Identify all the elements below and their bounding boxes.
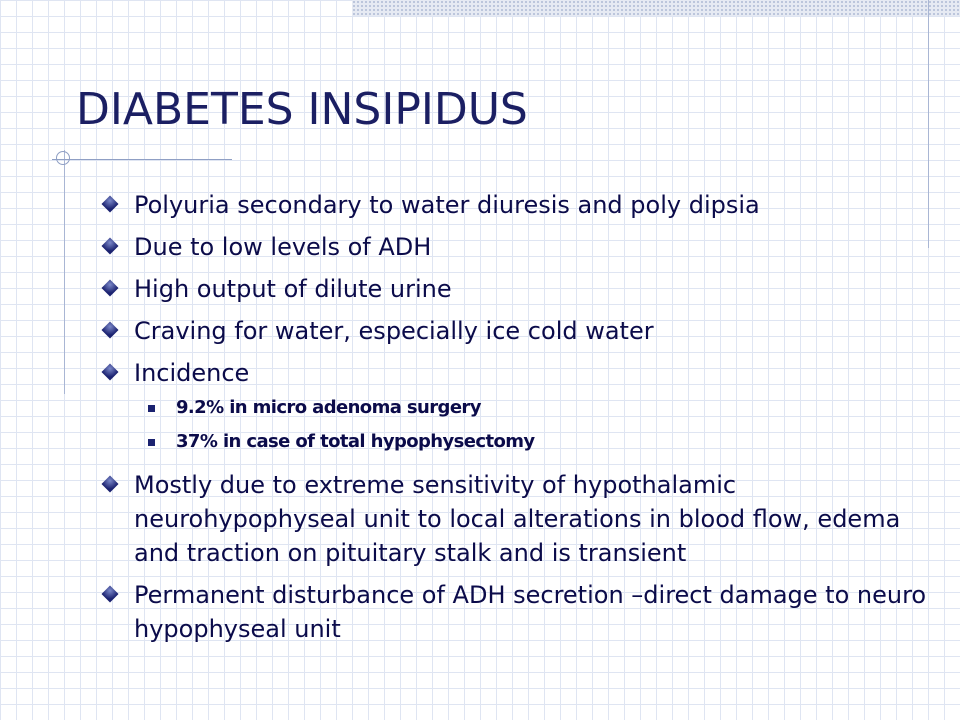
diamond-bullet-icon <box>102 476 119 493</box>
bullet-text: Craving for water, especially ice cold water <box>134 317 654 345</box>
bullet-item <box>100 230 940 264</box>
bullet-item <box>100 468 940 570</box>
bullet-text: Incidence <box>134 359 250 387</box>
title-underline <box>52 159 232 160</box>
diamond-bullet-icon <box>102 322 119 339</box>
sub-bullet-item <box>100 430 940 454</box>
diamond-bullet-icon <box>102 196 119 213</box>
sub-bullet-text: 9.2% in micro adenoma surgery <box>176 397 481 418</box>
bullet-item <box>100 578 940 646</box>
bullet-item <box>100 356 940 390</box>
square-bullet-icon <box>148 405 155 412</box>
decor-vertical-line-left <box>64 150 65 394</box>
sub-bullet-item <box>100 396 940 420</box>
crosshair-circle-icon <box>56 151 70 165</box>
bullet-item <box>100 188 940 222</box>
bullet-text: Mostly due to extreme sensitivity of hypothalamic neurohypophyseal unit to local alterations in blood flow, edema and traction on pituitary stalk and is transient <box>134 471 901 567</box>
bullet-item <box>100 314 940 348</box>
header-decor-band <box>352 0 960 16</box>
diamond-bullet-icon <box>102 280 119 297</box>
bullet-text: Permanent disturbance of ADH secretion –direct damage to neuro hypophyseal unit <box>134 581 927 643</box>
diamond-bullet-icon <box>102 238 119 255</box>
sub-bullet-list <box>100 396 940 454</box>
diamond-bullet-icon <box>102 364 119 381</box>
sub-bullet-text: 37% in case of total hypophysectomy <box>176 431 535 452</box>
diamond-bullet-icon <box>102 586 119 603</box>
square-bullet-icon <box>148 439 155 446</box>
bullet-text: High output of dilute urine <box>134 275 452 303</box>
bullet-text: Due to low levels of ADH <box>134 233 432 261</box>
bullet-item <box>100 272 940 306</box>
slide-title: DIABETES INSIPIDUS <box>76 84 528 135</box>
bullet-text: Polyuria secondary to water diuresis and poly dipsia <box>134 191 760 219</box>
bullet-list <box>100 188 940 654</box>
